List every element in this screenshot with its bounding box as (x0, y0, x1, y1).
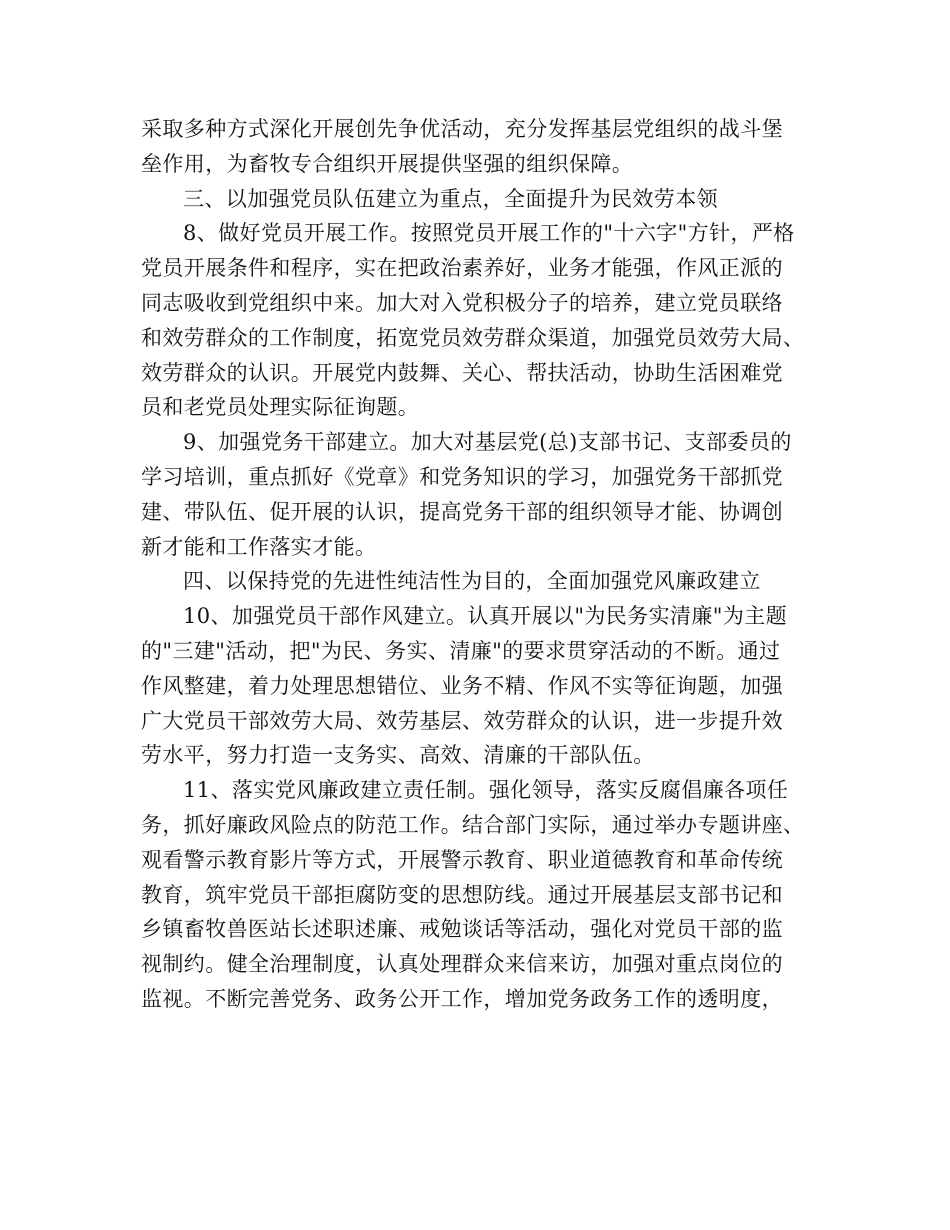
document-text-line: 乡镇畜牧兽医站长述职述廉、戒勉谈话等活动，强化对党员干部的监 (141, 917, 783, 942)
document-text-line: 视制约。健全治理制度，认真处理群众来信来访，加强对重点岗位的 (141, 952, 783, 977)
document-text-line: 采取多种方式深化开展创先争优活动，充分发挥基层党组织的战斗堡 (141, 117, 783, 141)
document-text-line: 劳水平，努力打造一支务实、高效、清廉的干部队伍。 (141, 743, 655, 768)
document-text-line: 学习培训，重点抓好《党章》和党务知识的学习，加强党务干部抓党 (141, 464, 783, 489)
document-text-line: 的"三建"活动，把"为民、务实、清廉"的要求贯穿活动的不断。通过 (141, 638, 781, 663)
document-text-line: 和效劳群众的工作制度，拓宽党员效劳群众渠道，加强党员效劳大局、 (141, 325, 805, 350)
document-text-line: 11、落实党风廉政建立责任制。强化领导，落实反腐倡廉各项任 (183, 778, 789, 803)
document-text-line: 同志吸收到党组织中来。加大对入党积极分子的培养，建立党员联络 (141, 290, 783, 315)
document-text-line: 广大党员干部效劳大局、效劳基层、效劳群众的认识，进一步提升效 (141, 708, 783, 733)
document-text-line: 教育，筑牢党员干部拒腐防变的思想防线。通过开展基层支部书记和 (141, 882, 783, 907)
document-text-line: 10、加强党员干部作风建立。认真开展以"为民务实清廉"为主题 (183, 604, 788, 629)
document-text-line: 9、加强党务干部建立。加大对基层党(总)支部书记、支部委员的 (183, 430, 792, 455)
document-body (141, 112, 821, 1017)
document-text-line: 观看警示教育影片等方式，开展警示教育、职业道德教育和革命传统 (141, 847, 783, 872)
document-text-line: 8、做好党员开展工作。按照党员开展工作的"十六字"方针，严格 (183, 221, 795, 246)
document-text-line: 四、以保持党的先进性纯洁性为目的，全面加强党风廉政建立 (183, 569, 761, 594)
document-text-line: 垒作用，为畜牧专合组织开展提供坚强的组织保障。 (141, 151, 634, 176)
document-text-line: 务，抓好廉政风险点的防范工作。结合部门实际，通过举办专题讲座、 (141, 812, 805, 837)
document-text-line: 监视。不断完善党务、政务公开工作，增加党务政务工作的透明度， (141, 986, 783, 1011)
document-text-line: 建、带队伍、促开展的认识，提高党务干部的组织领导才能、协调创 (141, 499, 783, 524)
document-text-line: 新才能和工作落实才能。 (141, 534, 377, 559)
document-text-line: 效劳群众的认识。开展党内鼓舞、关心、帮扶活动，协助生活困难党 (141, 360, 783, 385)
document-text-line: 作风整建，着力处理思想错位、业务不精、作风不实等征询题，加强 (141, 673, 783, 698)
document-text-line: 员和老党员处理实际征询题。 (141, 395, 420, 420)
document-text-line: 三、以加强党员队伍建立为重点，全面提升为民效劳本领 (183, 186, 718, 211)
document-text-line: 党员开展条件和程序，实在把政治素养好，业务才能强，作风正派的 (141, 256, 783, 281)
